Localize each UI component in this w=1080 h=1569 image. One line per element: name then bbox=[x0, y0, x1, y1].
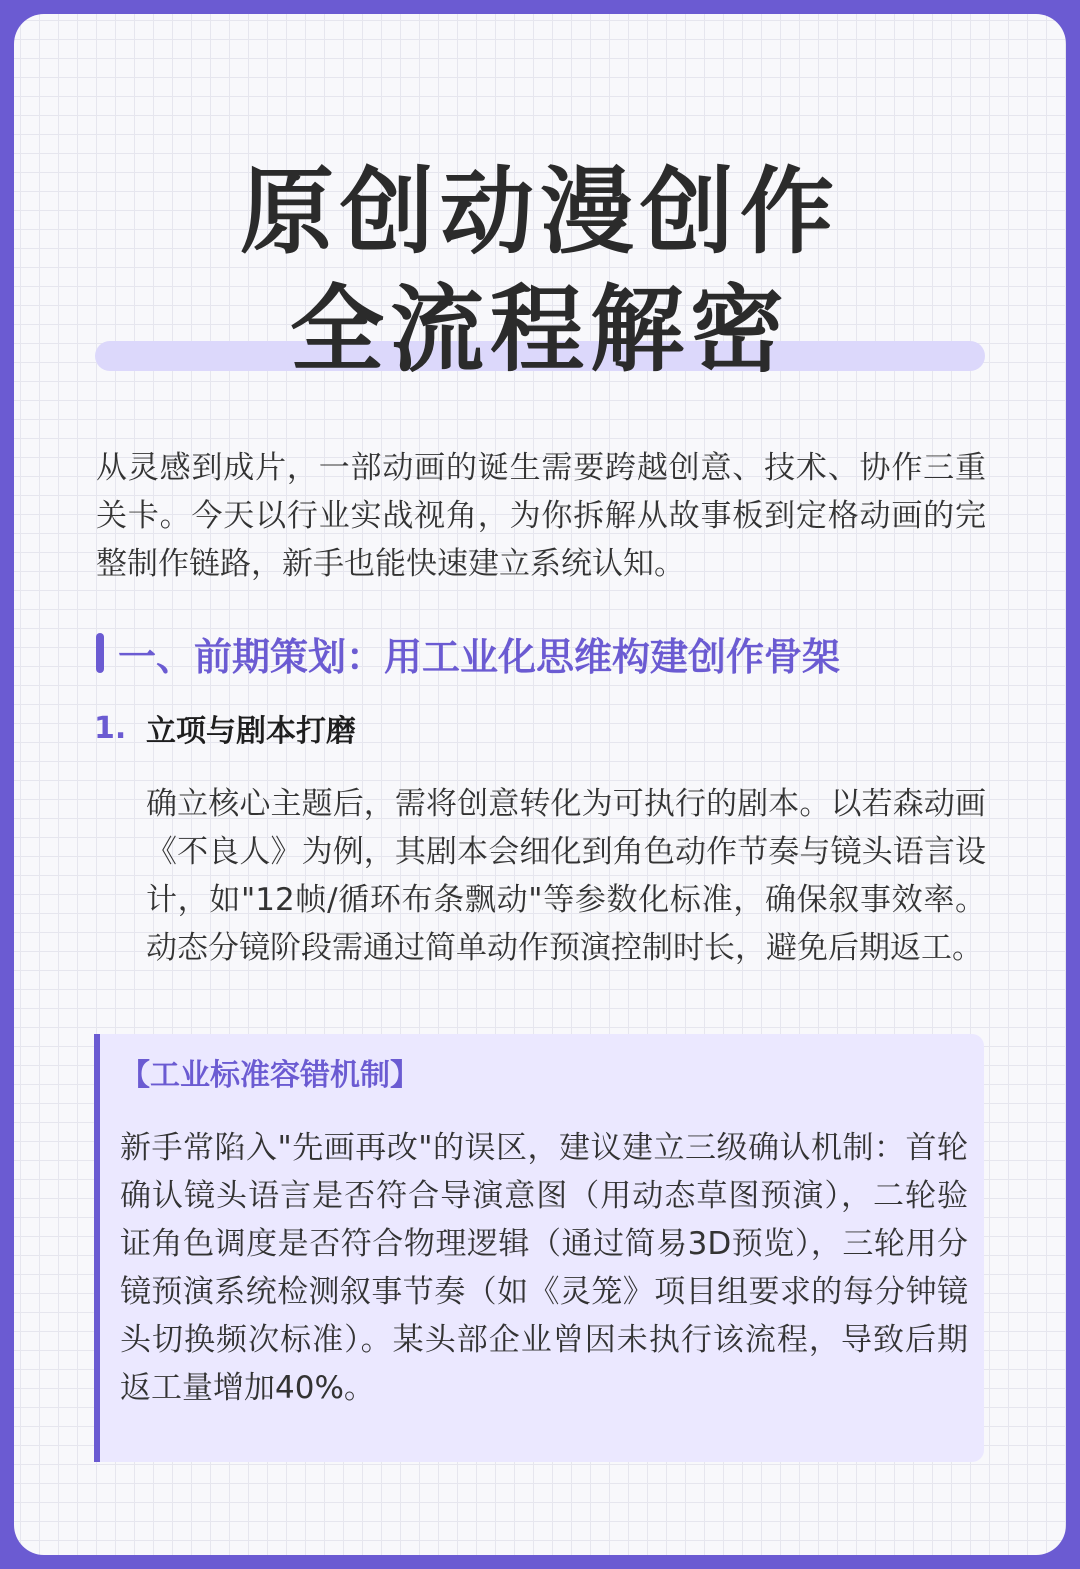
sub-heading-number: 1. bbox=[94, 710, 127, 746]
sub-heading bbox=[94, 706, 356, 750]
sub-heading-title: 立项与剧本打磨 bbox=[146, 714, 356, 749]
callout-box bbox=[94, 1034, 984, 1462]
section-heading bbox=[96, 626, 996, 680]
callout-title: 【工业标准容错机制】 bbox=[120, 1058, 420, 1093]
page-title bbox=[14, 154, 1066, 390]
section-accent-bar bbox=[96, 633, 104, 673]
intro-paragraph: 从灵感到成片，一部动画的诞生需要跨越创意、技术、协作三重关卡。今天以行业实战视角，为你拆解从故事板到定格动画的完整制作链路，新手也能快速建立系统认知。 bbox=[96, 450, 986, 582]
section-heading-text: 一、前期策划：用工业化思维构建创作骨架 bbox=[118, 634, 841, 679]
content-card bbox=[14, 14, 1066, 1555]
callout-body: 新手常陷入"先画再改"的误区，建议建立三级确认机制：首轮确认镜头语言是否符合导演意图（用动态草图预演），二轮验证角色调度是否符合物理逻辑（通过简易3D预览），三轮用分镜预演系统检测叙事节奏（如《灵笼》项目组要求的每分钟镜头切换频次标准）。某头部企业曾因未执行该流程，导致后期返工量增加40%。 bbox=[120, 1130, 968, 1406]
body-paragraph: 确立核心主题后，需将创意转化为可执行的剧本。以若森动画《不良人》为例，其剧本会细化到角色动作节奏与镜头语言设计，如"12帧/循环布条飘动"等参数化标准，确保叙事效率。动态分镜阶段需通过简单动作预演控制时长，避免后期返工。 bbox=[146, 786, 986, 966]
title-line-2: 全流程解密 bbox=[289, 276, 790, 385]
title-line-1: 原创动漫创作 bbox=[239, 158, 840, 267]
